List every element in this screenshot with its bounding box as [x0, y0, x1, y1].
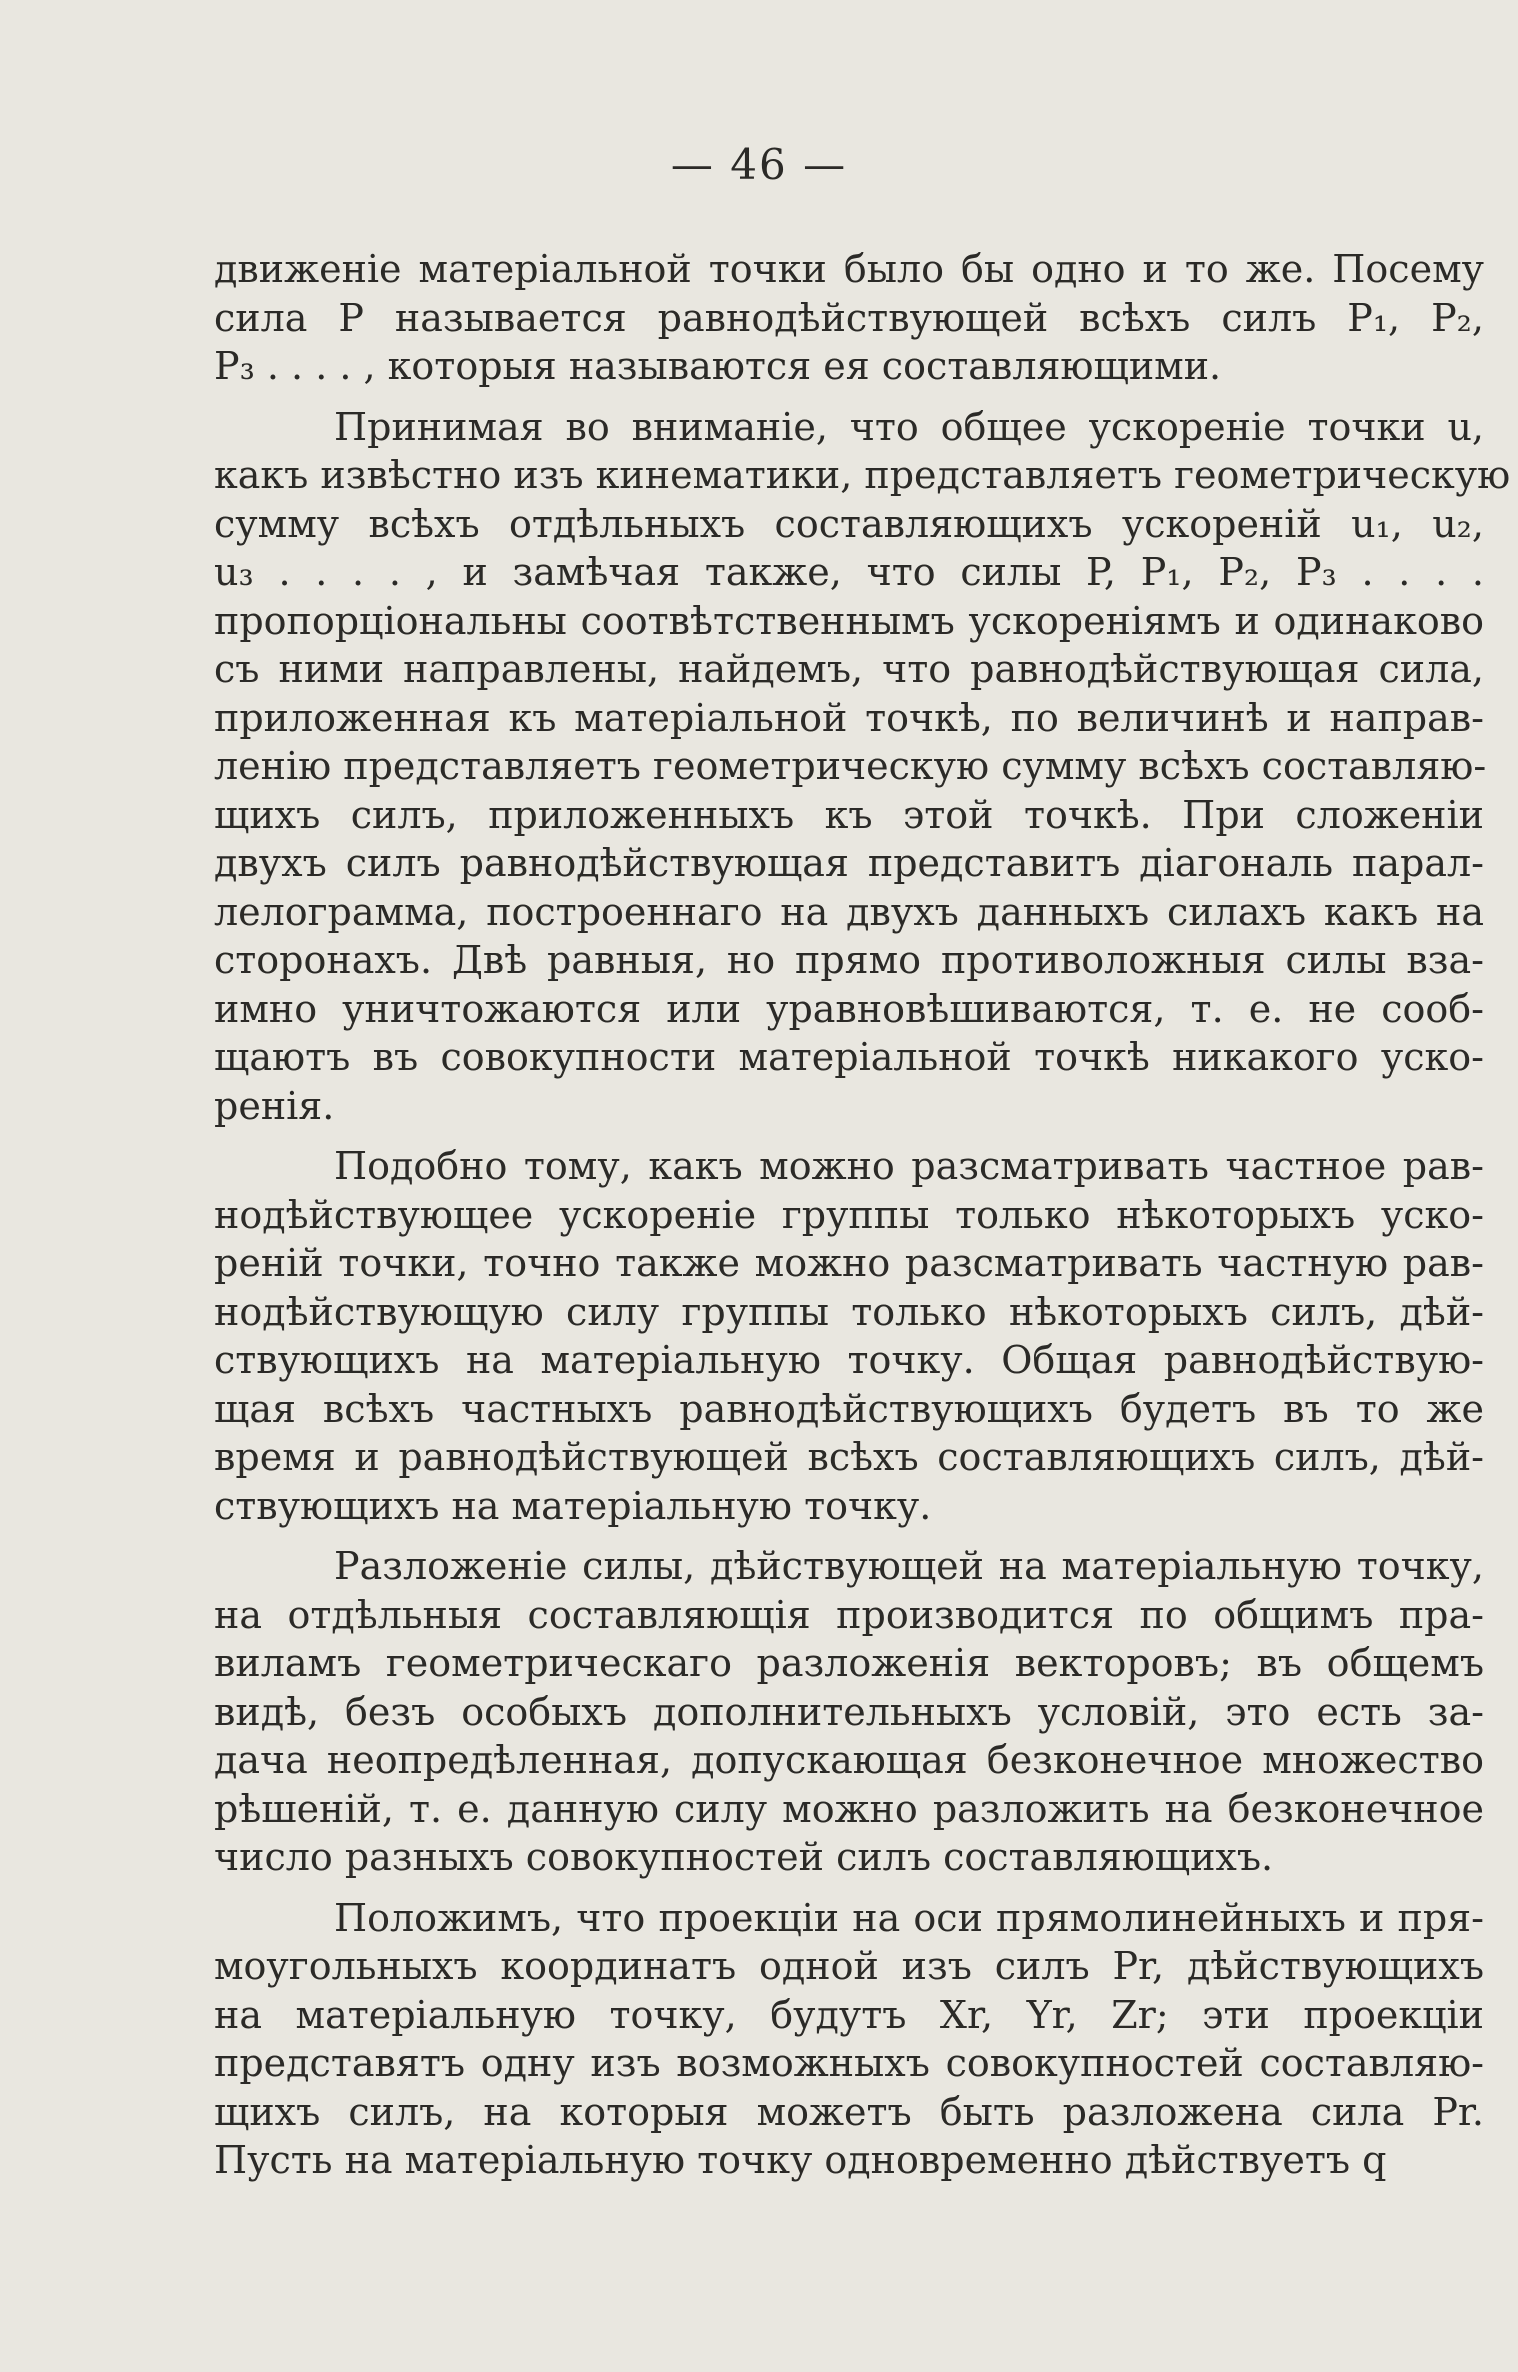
text-line: время и равнодѣйствующей всѣхъ составляющихъ силъ, дѣй-: [214, 1435, 1484, 1479]
text-line: сторонахъ. Двѣ равныя, но прямо противоложныя силы вза-: [214, 938, 1484, 982]
paragraph-gap: [214, 1130, 1484, 1142]
text-line: имно уничтожаются или уравновѣшиваются, т. е. не сооб-: [214, 986, 1484, 1031]
text-line: съ ними направлены, найдемъ, что равнодѣйствующая сила,: [214, 647, 1484, 691]
text-line: Принимая во вниманiе, что общее ускоренiе точки u,: [334, 404, 1484, 449]
text-line: ренiй точки, тoчно также можно разсматривать частную рав-: [214, 1241, 1484, 1285]
text-line: Пусть на матерiальную точку одновременно дѣйствуетъ q: [214, 2138, 1387, 2182]
text-line: сумму всѣхъ отдѣльныхъ составляющихъ ускоренiй u₁, u₂,: [214, 501, 1484, 546]
text-line: лелограмма, построеннаго на двухъ данныхъ силахъ какъ на: [214, 889, 1484, 934]
text-line: ствующихъ на матерiальную точку.: [214, 1483, 932, 1528]
text-line: Подобно тому, какъ можно разсматривать частное рав-: [334, 1144, 1484, 1188]
text-line: P₃ . . . . , которыя называются ея составляющими.: [214, 344, 1222, 388]
text-line: щихъ силъ, приложенныхъ къ этой точкѣ. При сложенiи: [214, 792, 1484, 837]
text-line: на матерiальную точку, будутъ Xr, Yr, Zr; эти проекцiи: [214, 1992, 1484, 2037]
text-line: нодѣйствующее ускоренiе группы только нѣкоторыхъ уско-: [214, 1192, 1484, 1237]
paragraph-gap: [214, 1882, 1484, 1894]
text-line: щая всѣхъ частныхъ равнодѣйствующихъ будетъ въ то же: [214, 1386, 1484, 1431]
text-line: нодѣйствующую силу группы только нѣкоторыхъ силъ, дѣй-: [214, 1289, 1484, 1334]
text-line: Положимъ, что проекцiи на оси прямолинейныхъ и пря-: [334, 1895, 1484, 1940]
text-line: щаютъ въ совокупности матерiальной точкѣ никакого уско-: [214, 1035, 1484, 1079]
text-line: ленiю представляетъ геометрическую сумму всѣхъ составляю-: [214, 744, 1487, 788]
paragraph-gap: [214, 1530, 1484, 1542]
text-line: u₃ . . . . , и замѣчая также, что силы P, P₁, P₂, P₃ . . . .: [214, 550, 1484, 594]
text-line: виламъ геометрическаго разложенiя векторовъ; въ общемъ: [214, 1641, 1484, 1685]
text-line: пропорцiональны соотвѣтственнымъ ускоренiямъ и одинаково: [214, 598, 1484, 643]
text-line: представятъ одну изъ возможныхъ совокупностей составляю-: [214, 2041, 1484, 2085]
text-line: ренiя.: [214, 1083, 335, 1128]
text-line: Разложенiе силы, дѣйствующей на матерiальную точку,: [334, 1544, 1484, 1588]
text-line: число разныхъ совокупностей силъ составляющихъ.: [214, 1835, 1274, 1879]
text-line: дача неопредѣленная, допускающая безконечное множество: [214, 1738, 1484, 1782]
text-line: рѣшенiй, т. е. данную силу можно разложить на безконечное: [214, 1786, 1484, 1831]
text-line: движенiе матерiальной точки было бы одно и то же. Посему: [214, 247, 1484, 291]
text-line: какъ извѣстно изъ кинематики, представляетъ геометрическую: [214, 453, 1511, 497]
text-line: моугольныхъ координатъ одной изъ силъ Pr, дѣйствующихъ: [214, 1944, 1484, 1988]
paragraph-gap: [214, 391, 1484, 403]
page-number: — 46 —: [670, 140, 848, 189]
body-text: [214, 245, 1511, 2185]
text-line: ствующихъ на матерiальную точку. Общая равнодѣйствую-: [214, 1338, 1484, 1382]
text-line: на отдѣльныя составляющiя производится по общимъ пра-: [214, 1592, 1484, 1637]
text-line: приложенная къ матерiальной точкѣ, по величинѣ и направ-: [214, 695, 1484, 740]
text-line: двухъ силъ равнодѣйствующая представитъ дiагональ парал-: [214, 841, 1484, 885]
text-line: видѣ, безъ особыхъ дополнительныхъ условiй, это есть за-: [214, 1689, 1484, 1734]
text-line: сила P называется равнодѣйствующей всѣхъ силъ P₁, P₂,: [214, 295, 1484, 340]
text-line: щихъ силъ, на которыя можетъ быть разложена сила Pr.: [214, 2089, 1484, 2134]
